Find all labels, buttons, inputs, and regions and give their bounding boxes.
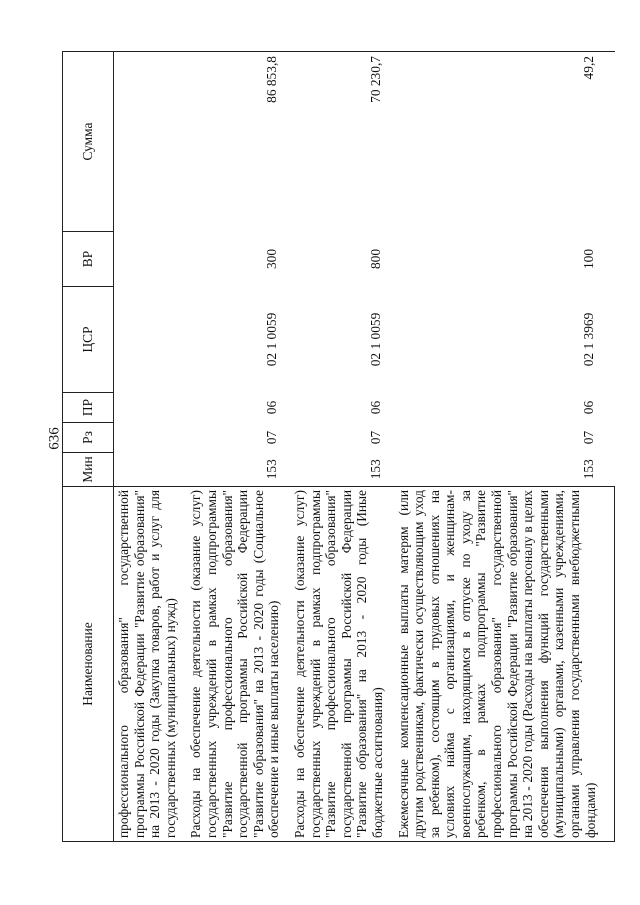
row-csr: 02 1 0059 — [264, 312, 280, 367]
row-csr — [114, 287, 185, 393]
row-pr: 06 — [367, 400, 383, 415]
table-row — [288, 52, 392, 842]
row-rz: 07 — [264, 430, 280, 445]
row-name: Расходы на обеспечение деятельности (оказание услуг) государственных учреждений в рамках подпрограммы "Развитие профессионального образования" государственной программы Российской Федерации "Развитие образования" на 2013 - 2020 годы (Социальное обеспечение и иные выплаты населению) — [184, 487, 288, 842]
table-row — [114, 52, 185, 842]
row-vr: 800 — [367, 248, 383, 270]
row-pr — [114, 393, 185, 423]
header-pr: ПР — [63, 393, 114, 423]
header-sum: Сумма — [63, 52, 114, 232]
page-number: 636 — [46, 427, 63, 450]
row-name: Расходы на обеспечение деятельности (оказание услуг) государственных учреждений в рамках подпрограммы "Развитие профессионального образования" государственной программы Российской Федерации "Развитие образования" на 2013 - 2020 годы (Иные бюджетные ассигнования) — [288, 487, 392, 842]
header-name: Наименование — [63, 487, 114, 842]
header-rz: Рз — [63, 423, 114, 453]
row-vr: 300 — [264, 248, 280, 270]
row-rz: 07 — [580, 430, 596, 445]
row-csr: 02 1 3969 — [580, 312, 596, 367]
row-sum: 70 230,7 — [288, 52, 392, 232]
row-name: профессионального образования" государственной программы Российской Федерации "Развитие образования" на 2013 - 2020 годы (Закупка товаров, работ и услуг для государственных (муниципальных) нужд) — [114, 487, 185, 842]
header-min: Мин — [63, 453, 114, 487]
row-csr: 02 1 0059 — [367, 312, 383, 367]
row-sum: 49,2 — [392, 52, 605, 232]
row-pr: 06 — [264, 400, 280, 415]
row-min — [114, 453, 185, 487]
row-min: 153 — [580, 459, 596, 480]
table-bottom-spacer — [604, 52, 615, 842]
budget-table — [62, 51, 615, 842]
row-vr — [114, 232, 185, 287]
header-csr: ЦСР — [63, 287, 114, 393]
table-row — [392, 52, 605, 842]
table-header-row — [63, 52, 114, 842]
header-vr: ВР — [63, 232, 114, 287]
rotated-page-content — [62, 52, 598, 842]
row-sum — [114, 52, 185, 232]
row-vr: 100 — [580, 248, 596, 270]
row-sum: 86 853,8 — [184, 52, 288, 232]
row-name: Ежемесячные компенсационные выплаты матерям (или другим родственникам, фактически осуществляющим уход за ребенком), состоящим в трудовых отношениях на условиях найма с организациями, и женщинам-военнослужащим, находящимся в отпуске по уходу за ребенком, в рамках подпрограммы "Развитие профессионального образования" государственной программы Российской Федерации "Развитие образования" на 2013 - 2020 годы (Расходы на выплаты персоналу в целях обеспечения выполнения функций государственными (муниципальными) органами, казенными учреждениями, органами управления государственными внебюджетными фондами) — [392, 487, 605, 842]
row-min: 153 — [367, 459, 383, 480]
row-rz — [114, 423, 185, 453]
row-rz: 07 — [367, 430, 383, 445]
row-min: 153 — [264, 459, 280, 480]
table-row — [184, 52, 288, 842]
row-pr: 06 — [580, 400, 596, 415]
